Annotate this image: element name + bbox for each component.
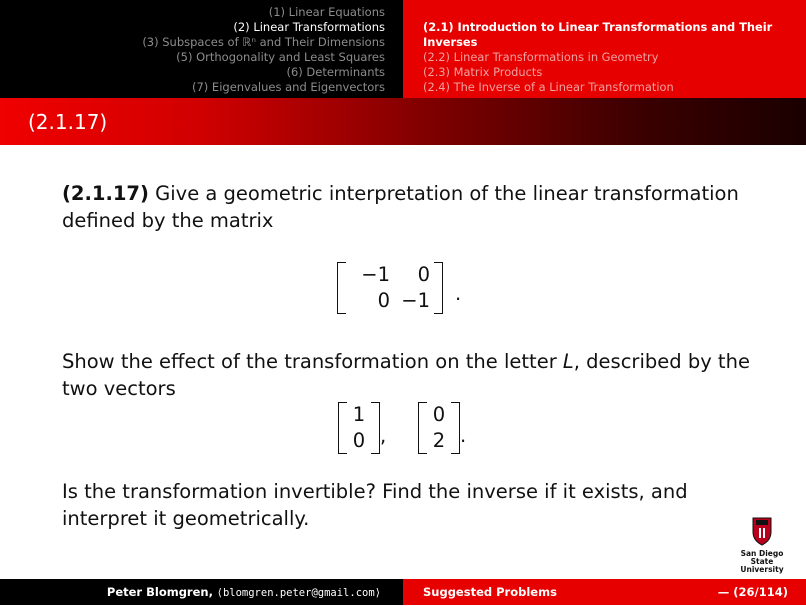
nav-section-linear-equations[interactable]: (1) Linear Equations xyxy=(268,5,385,19)
transformation-matrix xyxy=(337,262,443,314)
vector-entries xyxy=(427,402,451,454)
footer-author-block xyxy=(0,579,403,605)
matrix-entries xyxy=(346,262,434,314)
problem-label: (2.1.17) xyxy=(62,182,149,205)
vector-entry: 2 xyxy=(432,429,446,452)
matrix-entry: 0 xyxy=(377,289,390,312)
effect-paragraph xyxy=(62,348,762,402)
right-bracket xyxy=(371,402,380,454)
footer-page-number: — (26/114) xyxy=(717,585,788,599)
left-bracket xyxy=(418,402,427,454)
logo-line-2: University xyxy=(740,565,784,574)
problem-body xyxy=(62,180,762,234)
footer-email[interactable]: ⟨blomgren.peter@gmail.com⟩ xyxy=(216,587,381,599)
logo-line-1: San Diego State xyxy=(740,549,784,566)
nav-section-linear-transformations[interactable]: (2) Linear Transformations xyxy=(233,20,385,35)
vector-1 xyxy=(338,402,380,454)
nav-subsection-introduction[interactable]: (2.1) Introduction to Linear Transformations and Their Inverses xyxy=(423,20,773,49)
letter-l: L xyxy=(562,350,574,373)
footer-title-block xyxy=(403,579,806,605)
university-logo xyxy=(733,516,791,574)
footer-title[interactable]: Suggested Problems xyxy=(423,585,557,599)
nav-section-determinants[interactable]: (6) Determinants xyxy=(286,65,385,80)
question-text: Is the transformation invertible? Find the inverse if it exists, and interpret it geometrically. xyxy=(62,480,688,530)
navigation-header xyxy=(0,0,806,98)
matrix-entry: −1 xyxy=(361,263,390,286)
frame-title-bar xyxy=(0,98,806,145)
left-bracket xyxy=(338,402,347,454)
nav-section-orthogonality[interactable]: (5) Orthogonality and Least Squares xyxy=(176,50,385,65)
effect-text-post: , described by the two vectors xyxy=(62,350,750,400)
left-bracket xyxy=(337,262,346,314)
matrix-period: . xyxy=(455,282,462,305)
vector-entries xyxy=(347,402,371,454)
nav-section-eigenvalues[interactable]: (7) Eigenvalues and Eigenvectors xyxy=(191,80,385,95)
section-nav xyxy=(0,0,403,98)
nav-section-subspaces[interactable]: (3) Subspaces of ℝⁿ and Their Dimensions xyxy=(142,35,385,50)
right-bracket xyxy=(434,262,443,314)
vector-separator: , xyxy=(380,424,387,447)
vector-entry: 0 xyxy=(352,429,366,452)
vector-period: . xyxy=(460,424,467,447)
footer xyxy=(0,579,806,605)
matrix-entry: −1 xyxy=(401,289,430,312)
matrix-entry: 0 xyxy=(417,263,430,286)
nav-subsection-inverse[interactable]: (2.4) The Inverse of a Linear Transformation xyxy=(423,80,674,94)
right-bracket xyxy=(451,402,460,454)
vector-2 xyxy=(418,402,460,454)
sdsu-shield-icon xyxy=(751,516,773,546)
footer-author: Peter Blomgren, xyxy=(106,585,213,599)
frame-title: (2.1.17) xyxy=(28,110,108,134)
nav-subsection-geometry[interactable]: (2.2) Linear Transformations in Geometry xyxy=(423,50,659,64)
vector-entry: 0 xyxy=(432,403,446,426)
problem-intro xyxy=(62,180,762,234)
question-paragraph xyxy=(62,478,762,532)
vector-entry: 1 xyxy=(352,403,366,426)
subsection-nav xyxy=(403,0,806,98)
problem-intro-text: Give a geometric interpretation of the linear transformation defined by the matrix xyxy=(62,182,739,232)
nav-subsection-matrix-products[interactable]: (2.3) Matrix Products xyxy=(423,65,543,79)
effect-text-pre: Show the effect of the transformation on the letter xyxy=(62,350,563,373)
